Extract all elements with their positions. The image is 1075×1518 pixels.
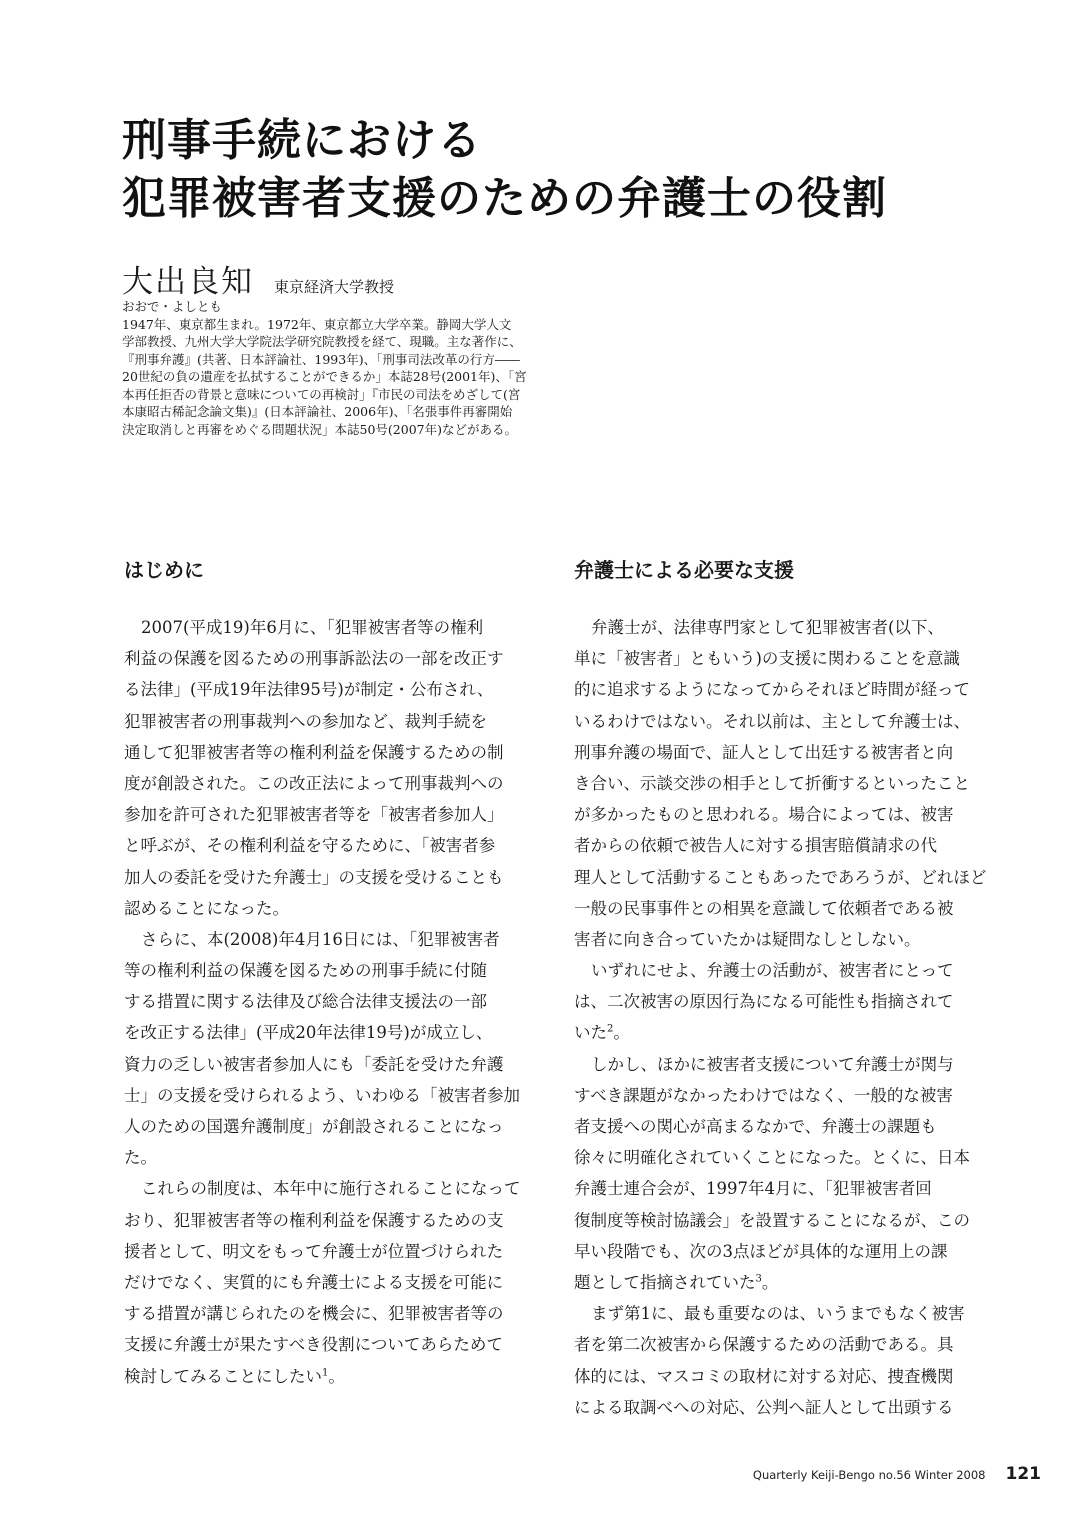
bio-line: 学部教授、九州大学大学院法学研究院教授を経て、現職。主な著作に、 — [122, 334, 522, 349]
text-line — [574, 768, 994, 799]
text-line-content: が多かったものと思われる。場合によっては、被害 — [574, 805, 954, 825]
text-line — [124, 924, 544, 955]
text-line-content: 理人として活動することもあったであろうが、どれほど — [574, 867, 987, 887]
text-line-content: 通して犯罪被害者等の権利利益を保護するための制 — [124, 742, 504, 762]
left-body-text — [124, 612, 544, 1392]
text-line-content: 参加を許可された犯罪被害者等を「被害者参加人」 — [124, 805, 504, 825]
page-footer — [753, 1464, 1041, 1484]
bio-line: 本康昭古稀記念論文集)』(日本評論社、2006年)、「名張事件再審開始 — [122, 404, 513, 419]
text-line — [574, 1236, 994, 1267]
text-line-content: する措置が講じられたのを機会に、犯罪被害者等の — [124, 1304, 504, 1324]
text-line-content: を改正する法律」(平成20年法律19号)が成立し、 — [124, 1023, 493, 1043]
text-line-content: 支援に弁護士が果たすべき役割についてあらためて — [124, 1335, 503, 1355]
text-line — [574, 674, 994, 705]
text-line-content: これらの制度は、本年中に施行されることになって — [141, 1179, 521, 1199]
text-line-content: 者支援への関心が高まるなかで、弁護士の課題も — [574, 1117, 937, 1136]
text-line-content: 早い段階でも、次の3点ほどが具体的な運用上の課 — [574, 1241, 948, 1261]
text-line-content: 利益の保護を図るための刑事訴訟法の一部を改正す — [124, 649, 504, 669]
text-line-content: いた — [574, 1023, 607, 1043]
text-line — [574, 706, 994, 737]
text-line-content: いるわけではない。それ以前は、主として弁護士は、 — [574, 711, 970, 731]
text-line-content: 2007(平成19)年6月に、「犯罪被害者等の権利 — [141, 618, 484, 637]
text-line — [574, 1017, 994, 1048]
bio-line: 20世紀の負の遺産を払拭することができるか」本誌28号(2001年)、「宮 — [122, 369, 527, 384]
text-line — [574, 830, 994, 861]
text-line — [574, 1173, 994, 1204]
text-line — [574, 1111, 994, 1142]
text-line-content: いずれにせよ、弁護士の活動が、被害者にとって — [591, 961, 954, 981]
section-heading-lawyer-support: 弁護士による必要な支援 — [574, 558, 794, 582]
text-line — [574, 612, 994, 643]
right-body-text — [574, 612, 994, 1423]
text-line-content: 犯罪被害者の刑事裁判への参加など、裁判手続を — [124, 711, 487, 731]
text-line-content: 一般の民事事件との相異を意識して依頼者である被 — [574, 898, 954, 918]
text-line — [574, 1329, 994, 1360]
text-line-content: 資力の乏しい被害者参加人にも「委託を受けた弁護 — [124, 1054, 504, 1074]
text-line — [124, 1267, 544, 1298]
text-line-tail: 。 — [613, 1023, 630, 1043]
text-line — [124, 862, 544, 893]
text-line — [124, 643, 544, 674]
text-line-content: 者からの依頼で被告人に対する損害賠償請求の代 — [574, 836, 937, 856]
author-name: 大出良知 — [122, 264, 254, 300]
left-column — [124, 550, 544, 1392]
text-line-content: は、二次被害の原因行為になる可能性も指摘されて — [574, 992, 954, 1012]
text-line-content: 害者に向き合っていたかは疑問なしとしない。 — [574, 929, 921, 949]
text-line — [574, 1392, 994, 1423]
bio-line: 決定取消しと再審をめぐる問題状況」本誌50号(2007年)などがある。 — [122, 421, 517, 437]
text-line — [574, 893, 994, 924]
footnote-marker: 2 — [607, 1023, 614, 1035]
text-line-content: 刑事弁護の場面で、証人として出廷する被害者と向 — [574, 742, 954, 762]
text-line — [124, 1361, 544, 1392]
text-line — [574, 1267, 994, 1298]
text-line-content: 検討してみることにしたい — [124, 1366, 322, 1386]
text-line-tail: 。 — [761, 1272, 779, 1292]
text-line-content: 題として指摘されていた — [574, 1272, 756, 1292]
text-line-content: 援者として、明文をもって弁護士が位置づけられた — [124, 1241, 504, 1261]
text-line-content: 加人の委託を受けた弁護士」の支援を受けることも — [124, 867, 504, 887]
text-line-content: 単に「被害者」ともいう)の支援に関わることを意識 — [574, 649, 960, 669]
text-line — [124, 955, 544, 986]
text-line — [124, 737, 544, 768]
text-line-content: 人のための国選弁護制度」が創設されることになっ — [124, 1117, 504, 1136]
text-line — [124, 1236, 544, 1267]
text-line — [124, 1111, 544, 1142]
text-line-content: 認めることになった。 — [124, 898, 289, 918]
text-line-content: 徐々に明確化されていくことになった。とくに、日本 — [574, 1148, 970, 1168]
text-line — [574, 986, 994, 1017]
text-line — [124, 706, 544, 737]
text-line — [124, 768, 544, 799]
text-line — [574, 737, 994, 768]
text-line-content: まず第1に、最も重要なのは、いうまでもなく被害 — [591, 1304, 965, 1324]
text-line — [124, 1142, 544, 1173]
footnote-marker: 3 — [755, 1273, 762, 1285]
text-line — [574, 1080, 994, 1111]
text-line — [574, 643, 994, 674]
text-line — [124, 1080, 544, 1111]
text-line-content: する措置に関する法律及び総合法律支援法の一部 — [124, 992, 487, 1012]
text-line — [574, 924, 994, 955]
text-line — [124, 1298, 544, 1329]
text-line — [124, 1329, 544, 1360]
text-line-content: おり、犯罪被害者等の権利利益を保護するための支 — [124, 1210, 504, 1230]
journal-name: Quarterly Keiji-Bengo no.56 Winter 2008 — [752, 1468, 986, 1482]
text-line-content: 等の権利利益の保護を図るための刑事手続に付随 — [124, 961, 487, 981]
text-line — [124, 674, 544, 705]
text-line — [124, 893, 544, 924]
bio-line: 1947年、東京都生まれ。1972年、東京都立大学卒業。静岡大学人文 — [122, 316, 512, 332]
text-line-content: による取調べへの対応、公判へ証人として出頭する — [574, 1397, 954, 1417]
author-byline — [122, 256, 395, 300]
bio-line: おおで・よしとも — [122, 299, 222, 314]
text-line-content: 弁護士連合会が、1997年4月に、「犯罪被害者回 — [574, 1179, 932, 1199]
text-line-content: 弁護士が、法律専門家として犯罪被害者(以下、 — [591, 618, 944, 637]
text-line — [124, 1205, 544, 1236]
text-line-content: 者を第二次被害から保護するための活動である。具 — [574, 1335, 954, 1355]
text-line-content: 的に追求するようになってからそれほど時間が経って — [574, 680, 970, 700]
text-line — [124, 1049, 544, 1080]
text-line — [574, 1298, 994, 1329]
text-line — [574, 955, 994, 986]
right-column — [574, 550, 994, 1423]
text-line-content: しかし、ほかに被害者支援について弁護士が関与 — [591, 1054, 954, 1074]
text-line-content: 士」の支援を受けられるよう、いわゆる「被害者参加 — [124, 1085, 520, 1105]
text-line-content: 度が創設された。この改正法によって刑事裁判への — [124, 773, 504, 793]
text-line-content: だけでなく、実質的にも弁護士による支援を可能に — [124, 1272, 504, 1292]
text-line-content: すべき課題がなかったわけではなく、一般的な被害 — [574, 1085, 953, 1105]
title-line-2: 犯罪被害者支援のための弁護士の役割 — [122, 173, 887, 224]
text-line — [574, 862, 994, 893]
text-line — [574, 1142, 994, 1173]
section-heading-introduction: はじめに — [124, 558, 204, 582]
footnote-marker: 1 — [322, 1367, 329, 1378]
text-line — [574, 799, 994, 830]
text-line — [124, 986, 544, 1017]
article-title — [122, 112, 1022, 228]
text-line-content: た。 — [124, 1148, 157, 1168]
text-line — [574, 1049, 994, 1080]
text-line-content: 復制度等検討協議会」を設置することになるが、この — [574, 1210, 970, 1230]
text-line-tail: 。 — [328, 1366, 345, 1386]
title-line-1: 刑事手続における — [122, 115, 482, 166]
text-line — [124, 612, 544, 643]
text-line — [124, 830, 544, 861]
bio-line: 本再任拒否の背景と意味についての再検討」『市民の司法をめざして(宮 — [122, 386, 521, 402]
author-affiliation: 東京経済大学教授 — [274, 278, 395, 296]
text-line — [124, 1173, 544, 1204]
text-line-content: と呼ぶが、その権利利益を守るために、「被害者参 — [124, 836, 496, 856]
author-bio — [122, 298, 580, 438]
text-line-content: る法律」(平成19年法律95号)が制定・公布され、 — [124, 680, 494, 700]
text-line-content: き合い、示談交渉の相手として折衝するといったこと — [574, 773, 970, 793]
text-line — [574, 1205, 994, 1236]
page-number: 121 — [1005, 1464, 1041, 1484]
text-line-content: 体的には、マスコミの取材に対する対応、捜査機関 — [574, 1366, 954, 1386]
text-line — [124, 1017, 544, 1048]
text-line-content: さらに、本(2008)年4月16日には、「犯罪被害者 — [141, 929, 500, 949]
text-line — [574, 1361, 994, 1392]
bio-line: 『刑事弁護』(共著、日本評論社、1993年)、「刑事司法改革の行方―― — [122, 351, 520, 367]
text-line — [124, 799, 544, 830]
